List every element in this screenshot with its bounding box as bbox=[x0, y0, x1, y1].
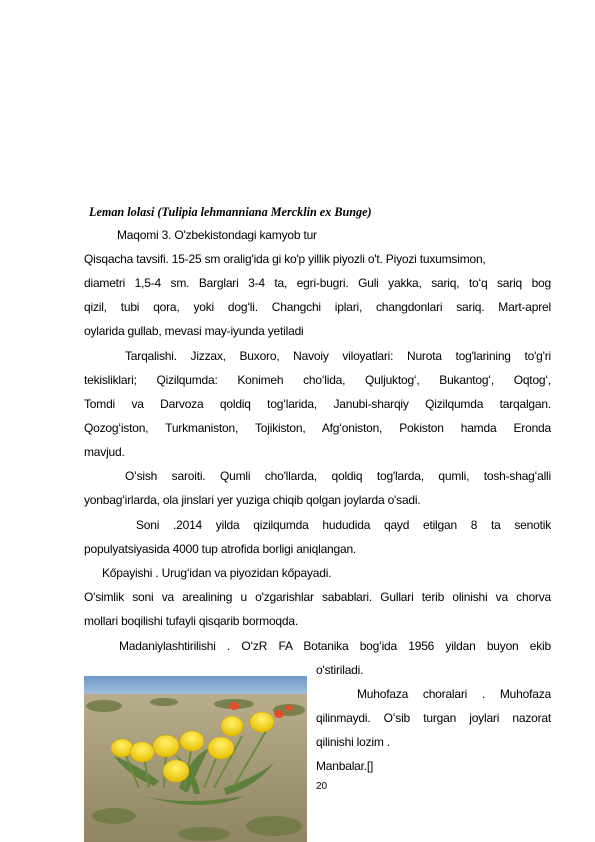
distribution-line: mavjud. bbox=[84, 445, 125, 459]
distribution-line: Tarqalishi. Jizzax, Buxoro, Navoiy viloyatlari: Nurota tog'larining to'g'ri bbox=[125, 349, 551, 363]
description-line: Qisqacha tavsifi. 15-25 sm oralig'ida gi ko'p yillik piyozli o't. Piyozi tuxumsimon, bbox=[84, 252, 486, 266]
habitat-line: Oʻsish saroiti. Qumli cho'llarda, qoldiq tog'larda, qumli, tosh-shagʻalli bbox=[125, 469, 551, 483]
count-line: populyatsiyasida 4000 tup atrofida borligi aniqlangan. bbox=[84, 542, 357, 556]
description-line: oylarida gullab, mevasi may-iyunda yetiladi bbox=[84, 324, 304, 338]
distribution-line: Tomdi va Darvoza qoldiq togʻlarida, Janubi-sharqiy Qizilqumda tarqalgan. bbox=[84, 397, 551, 411]
protection-line: Muhofaza choralari . Muhofaza bbox=[357, 687, 551, 701]
page-number: 20 bbox=[316, 781, 328, 792]
distribution-line: tekisliklari; Qizilqumda: Konimeh choʻlida, Quljuktogʻ, Bukantogʻ, Oqtogʻ, bbox=[84, 373, 551, 387]
count-line: Soni .2014 yilda qizilqumda hududida qayd etilgan 8 ta senotik bbox=[136, 518, 551, 532]
protection-line: qilinmaydi. Oʻsib turgan joylari nazorat bbox=[316, 711, 551, 725]
tulip-photo bbox=[84, 676, 307, 842]
description-line: qizil, tubi qora, yoki dogʻli. Changchi iplari, changdonlari sariq. Mart-aprel bbox=[84, 300, 551, 314]
status-line: Maqomi 3. O'zbekistondagi kamyob tur bbox=[117, 228, 317, 242]
habitat-line: yonbagʻirlarda, ola jinslari yer yuziga chiqib qolgan joylarda o'sadi. bbox=[84, 493, 421, 507]
distribution-line: Qozogʻiston, Turkmaniston, Tojikiston, Afgʻoniston, Pokiston hamda Eronda bbox=[84, 421, 551, 435]
description-line: diametri 1,5-4 sm. Barglari 3-4 ta, egri-bugri. Guli yakka, sariq, toʻq sariq bog bbox=[84, 276, 551, 290]
cultivation-line: o'stiriladi. bbox=[316, 663, 364, 677]
threat-line: O'simlik soni va arealining u o'zgarishlar sabablari. Gullari terib olinishi va chorva bbox=[84, 590, 551, 604]
species-title: Leman lolasi (Tulipia lehmanniana Mercklin ex Bunge) bbox=[89, 205, 372, 219]
cultivation-line: Madaniylashtirilishi . OʻzR FA Botanika bogʻida 1956 yildan buyon ekib bbox=[119, 639, 551, 653]
protection-line: qilinishi lozim . bbox=[316, 735, 390, 749]
reproduction-line: Kőpayishi . Urugʻidan va piyozidan kőpayadi. bbox=[102, 566, 332, 580]
threat-line: mollari boqilishi tufayli qisqarib bormoqda. bbox=[84, 614, 298, 628]
sources-line: Manbalar.[] bbox=[316, 759, 374, 773]
